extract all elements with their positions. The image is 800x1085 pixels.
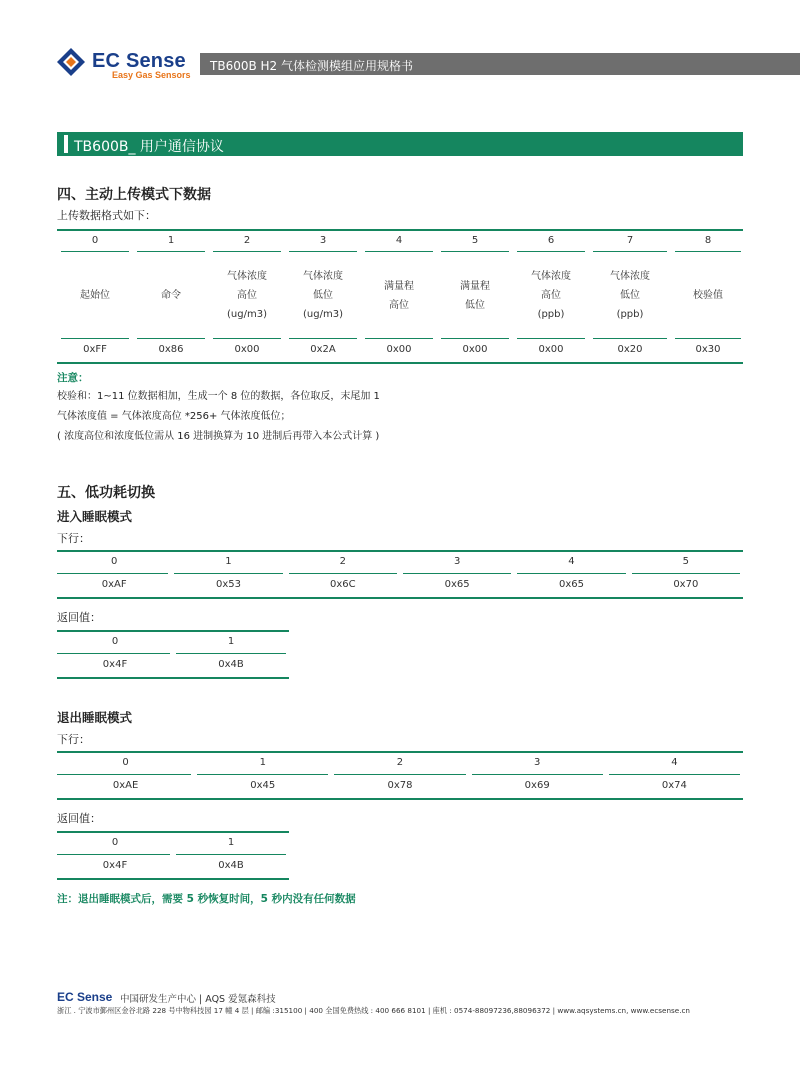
table-top-rule xyxy=(57,229,743,231)
table-index-cell: 3 xyxy=(534,757,541,768)
table-index-cell: 0 xyxy=(111,636,119,647)
table-name-cell: 低位 xyxy=(313,290,333,301)
section5-heading: 五、低功耗切换 xyxy=(57,485,155,501)
table-top-rule xyxy=(57,630,289,632)
table-value-cell: 0xFF xyxy=(83,344,107,355)
table-index-cell: 1 xyxy=(227,636,235,647)
table-divider xyxy=(472,774,603,775)
table-name-cell: (ppb) xyxy=(537,309,565,320)
table-name-cell: 气体浓度 xyxy=(227,271,267,282)
table-divider xyxy=(57,653,170,654)
table-divider xyxy=(365,338,433,339)
table-divider xyxy=(289,251,357,252)
table-divider xyxy=(57,854,170,855)
table-name-cell: (ug/m3) xyxy=(303,309,343,320)
table-value-cell: 0x4B xyxy=(218,659,244,670)
table-index-cell: 1 xyxy=(167,235,175,246)
table-divider xyxy=(213,251,281,252)
table-value-cell: 0x00 xyxy=(386,344,412,355)
table-top-rule xyxy=(57,550,743,552)
section4-intro: 上传数据格式如下： xyxy=(57,209,156,222)
table-value-cell: 0x78 xyxy=(387,780,413,791)
table-index-cell: 0 xyxy=(122,757,129,768)
table-value-cell: 0x00 xyxy=(462,344,488,355)
table-divider xyxy=(289,338,357,339)
table-bottom-rule xyxy=(57,677,289,679)
table-index-cell: 1 xyxy=(259,757,266,768)
table-index-cell: 4 xyxy=(568,556,575,567)
table-top-rule xyxy=(57,751,743,753)
table-value-cell: 0x00 xyxy=(234,344,260,355)
logo-tagline: Easy Gas Sensors xyxy=(112,70,191,80)
table-divider xyxy=(213,338,281,339)
table-value-cell: 0x00 xyxy=(538,344,564,355)
note-line: 气体浓度值 = 气体浓度高位 *256+ 气体浓度低位； xyxy=(57,411,291,422)
table-index-cell: 6 xyxy=(547,235,555,246)
table-value-cell: 0x45 xyxy=(250,780,276,791)
table-index-cell: 2 xyxy=(339,556,346,567)
document-title: TB600B H2 气体检测模组应用规格书 xyxy=(210,59,413,73)
table-name-cell: 低位 xyxy=(620,290,640,301)
table-divider xyxy=(517,251,585,252)
section-band-accent xyxy=(64,135,68,153)
table-index-cell: 2 xyxy=(396,757,404,768)
footer-address: 浙江 . 宁波市鄞州区金谷北路 228 号中物科技园 17 幢 4 层 | 邮编 :315100 | 400 全国免费热线 : 400 666 8101 | 座机 : 0574-88097236,88096372 | www.aqsystems.cn, www.ecsense.cn xyxy=(57,1006,690,1015)
table-index-cell: 8 xyxy=(704,235,712,246)
enter-sleep-title: 进入睡眠模式 xyxy=(57,509,133,524)
table-divider xyxy=(61,251,129,252)
table-index-cell: 5 xyxy=(471,235,479,246)
table-divider xyxy=(289,573,397,574)
table-value-cell: 0x6C xyxy=(330,579,356,590)
table-divider xyxy=(441,251,509,252)
table-top-rule xyxy=(57,831,289,833)
table-value-cell: 0x4B xyxy=(218,860,244,871)
sleep-footnote: 注：退出睡眠模式后，需要 5 秒恢复时间，5 秒内没有任何数据 xyxy=(57,893,356,905)
table-divider xyxy=(365,251,433,252)
table-divider xyxy=(517,573,625,574)
table-name-cell: (ug/m3) xyxy=(227,309,267,320)
table-value-cell: 0x4F xyxy=(102,860,128,871)
table-name-cell: 满量程 xyxy=(460,280,490,292)
table-divider xyxy=(137,338,205,339)
table-index-cell: 5 xyxy=(682,556,689,567)
table-divider xyxy=(176,653,286,654)
table-value-cell: 0x53 xyxy=(215,579,241,590)
table-name-cell: 气体浓度 xyxy=(610,271,650,282)
table-divider xyxy=(517,338,585,339)
table-index-cell: 1 xyxy=(225,556,232,567)
table-index-cell: 3 xyxy=(319,235,327,246)
table-value-cell: 0x30 xyxy=(695,344,721,355)
table-divider xyxy=(57,774,191,775)
table-name-cell: 命令 xyxy=(161,290,181,301)
footer-brand: EC Sense xyxy=(57,990,113,1004)
table-divider xyxy=(632,573,740,574)
table-value-cell: 0x65 xyxy=(558,579,584,590)
table-divider xyxy=(675,251,741,252)
table-value-cell: 0x20 xyxy=(617,344,643,355)
table-index-cell: 2 xyxy=(243,235,251,246)
table-divider xyxy=(174,573,282,574)
table-bottom-rule xyxy=(57,878,289,880)
table-name-cell: 高位 xyxy=(237,290,257,301)
table-name-cell: 气体浓度 xyxy=(531,271,571,282)
table-value-cell: 0xAF xyxy=(101,579,127,590)
table-divider xyxy=(593,251,667,252)
table-divider xyxy=(334,774,465,775)
table-divider xyxy=(57,573,168,574)
table-divider xyxy=(197,774,328,775)
table-name-cell: 满量程 xyxy=(384,280,414,292)
exit-return-label: 返回值： xyxy=(57,812,101,825)
table-bottom-rule xyxy=(57,597,743,599)
table-index-cell: 4 xyxy=(671,757,678,768)
table-index-cell: 0 xyxy=(110,556,118,567)
note-title: 注意： xyxy=(57,372,89,384)
table-bottom-rule xyxy=(57,798,743,800)
table-name-cell: 起始位 xyxy=(80,290,110,301)
table-divider xyxy=(593,338,667,339)
table-divider xyxy=(176,854,286,855)
table-divider xyxy=(675,338,741,339)
enter-send-label: 下行： xyxy=(57,532,90,545)
table-index-cell: 1 xyxy=(227,837,235,848)
table-value-cell: 0x69 xyxy=(524,780,550,791)
ec-sense-logo-icon xyxy=(57,48,85,76)
table-value-cell: 0x65 xyxy=(444,579,470,590)
table-index-cell: 4 xyxy=(395,235,403,246)
table-value-cell: 0xAE xyxy=(112,780,139,791)
table-divider xyxy=(441,338,509,339)
table-name-cell: 校验值 xyxy=(693,290,723,301)
table-name-cell: 气体浓度 xyxy=(303,271,343,282)
footer-brand-cn: 中国研发生产中心 | AQS 爱氪森科技 xyxy=(120,994,276,1005)
table-divider xyxy=(403,573,511,574)
exit-sleep-title: 退出睡眠模式 xyxy=(57,710,133,725)
section4-heading: 四、主动上传模式下数据 xyxy=(57,187,211,203)
table-divider xyxy=(61,338,129,339)
table-value-cell: 0x2A xyxy=(310,344,336,355)
table-index-cell: 0 xyxy=(111,837,119,848)
table-bottom-rule xyxy=(57,362,743,364)
table-name-cell: 低位 xyxy=(465,299,485,311)
table-value-cell: 0x4F xyxy=(102,659,128,670)
table-name-cell: 高位 xyxy=(541,290,561,301)
note-line: 校验和：1~11 位数据相加，生成一个 8 位的数据，各位取反，末尾加 1 xyxy=(57,391,380,402)
table-index-cell: 0 xyxy=(91,235,99,246)
table-value-cell: 0x86 xyxy=(158,344,184,355)
logo-name: EC Sense xyxy=(92,50,186,72)
table-value-cell: 0x70 xyxy=(673,579,699,590)
table-name-cell: 高位 xyxy=(389,299,409,311)
table-index-cell: 3 xyxy=(453,556,461,567)
enter-return-label: 返回值： xyxy=(57,611,101,624)
section-band-title: TB600B_ 用户通信协议 xyxy=(74,139,224,155)
exit-send-label: 下行： xyxy=(57,733,90,746)
note-line: ( 浓度高位和浓度低位需从 16 进制换算为 10 进制后再带入本公式计算 ) xyxy=(57,431,380,442)
table-name-cell: (ppb) xyxy=(616,309,644,320)
table-divider xyxy=(609,774,740,775)
table-value-cell: 0x74 xyxy=(661,780,687,791)
table-divider xyxy=(137,251,205,252)
table-index-cell: 7 xyxy=(626,235,634,246)
